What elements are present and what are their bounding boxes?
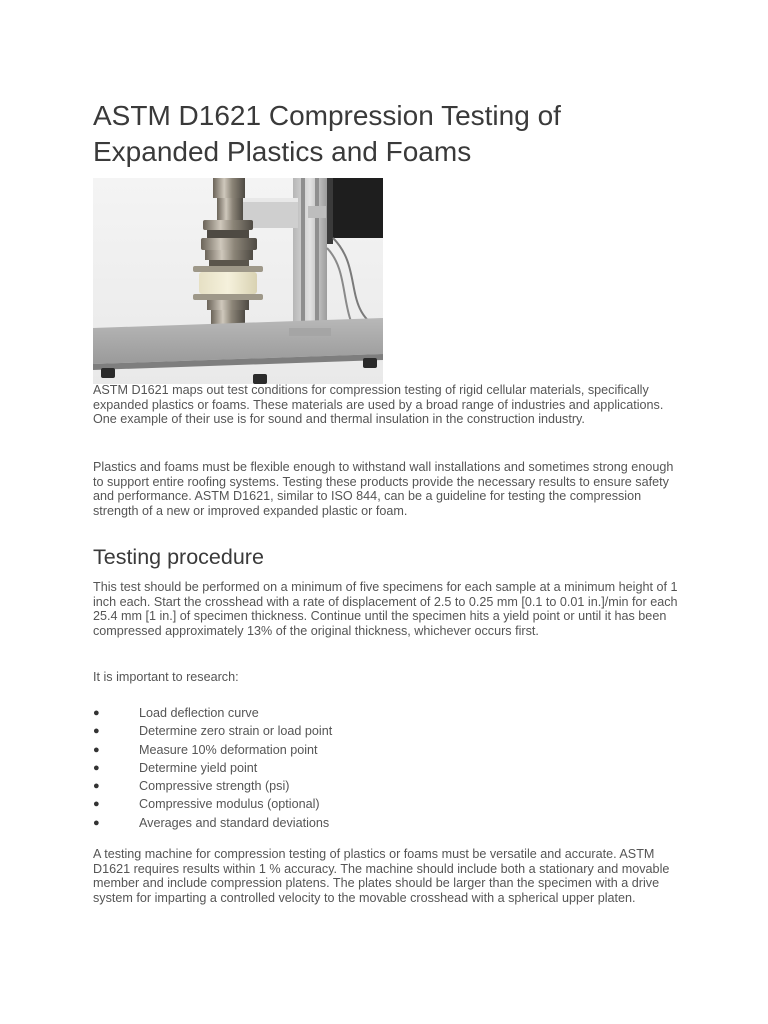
research-list [93,704,683,832]
procedure-paragraph: This test should be performed on a minimum of five specimens for each sample at a minimum height of 1 inch each. Start the crosshead with a rate of displacement of 2.5 to 0.25 mm [0.1 to 0.01 in.]/min for each 25.4 mm [1 in.] of specimen thickness. Continue until the specimen hits a yield point or until it has been compressed approximately 13% of the original thickness, whichever occurs first. [93,580,678,638]
machine-paragraph: A testing machine for compression testing of plastics or foams must be versatile and accurate. ASTM D1621 requires results within 1 % accuracy. The machine should include both a stationary and movable member and include compression platens. The plates should be larger than the specimen with a drive system for imparting a controlled velocity to the movable crosshead with a spherical upper platen. [93,847,670,905]
bullet-icon: ● [93,816,100,829]
research-intro: It is important to research: [93,670,239,684]
compression-tester-photo [93,178,383,384]
list-item-text: Compressive strength (psi) [139,779,290,794]
list-item [93,704,683,722]
list-item-text: Determine yield point [139,760,258,775]
page-title: ASTM D1621 Compression Testing of Expanded Plastics and Foams [93,100,561,167]
section-heading: Testing procedure [93,545,264,569]
bullet-icon: ● [93,780,100,793]
list-item-text: Determine zero strain or load point [139,724,333,739]
list-item [93,814,683,832]
list-item [93,722,683,740]
bullet-icon: ● [93,761,100,774]
list-item [93,759,683,777]
list-item-text: Averages and standard deviations [139,815,330,830]
list-item [93,777,683,795]
bullet-icon: ● [93,725,100,738]
intro-paragraph: ASTM D1621 maps out test conditions for compression testing of rigid cellular materials, specifically expanded plastics or foams. These materials are used by a broad range of industries and applications. One example of their use is for sound and thermal insulation in the construction industry. [93,383,664,427]
list-item-text: Load deflection curve [139,706,259,720]
bullet-icon: ● [93,707,100,719]
list-item [93,741,683,759]
list-item-text: Compressive modulus (optional) [139,797,320,812]
flexibility-paragraph: Plastics and foams must be flexible enough to withstand wall installations and sometimes strong enough to support entire roofing systems. Testing these products provide the necessary results to ensure safety and performance. ASTM D1621, similar to ISO 844, can be a guideline for testing the compression strength of a new or improved expanded plastic or foam. [93,460,674,518]
list-item-text: Measure 10% deformation point [139,742,318,757]
bullet-icon: ● [93,798,100,811]
list-item [93,795,683,813]
compression-tester-image [93,178,383,384]
bullet-icon: ● [93,743,100,756]
